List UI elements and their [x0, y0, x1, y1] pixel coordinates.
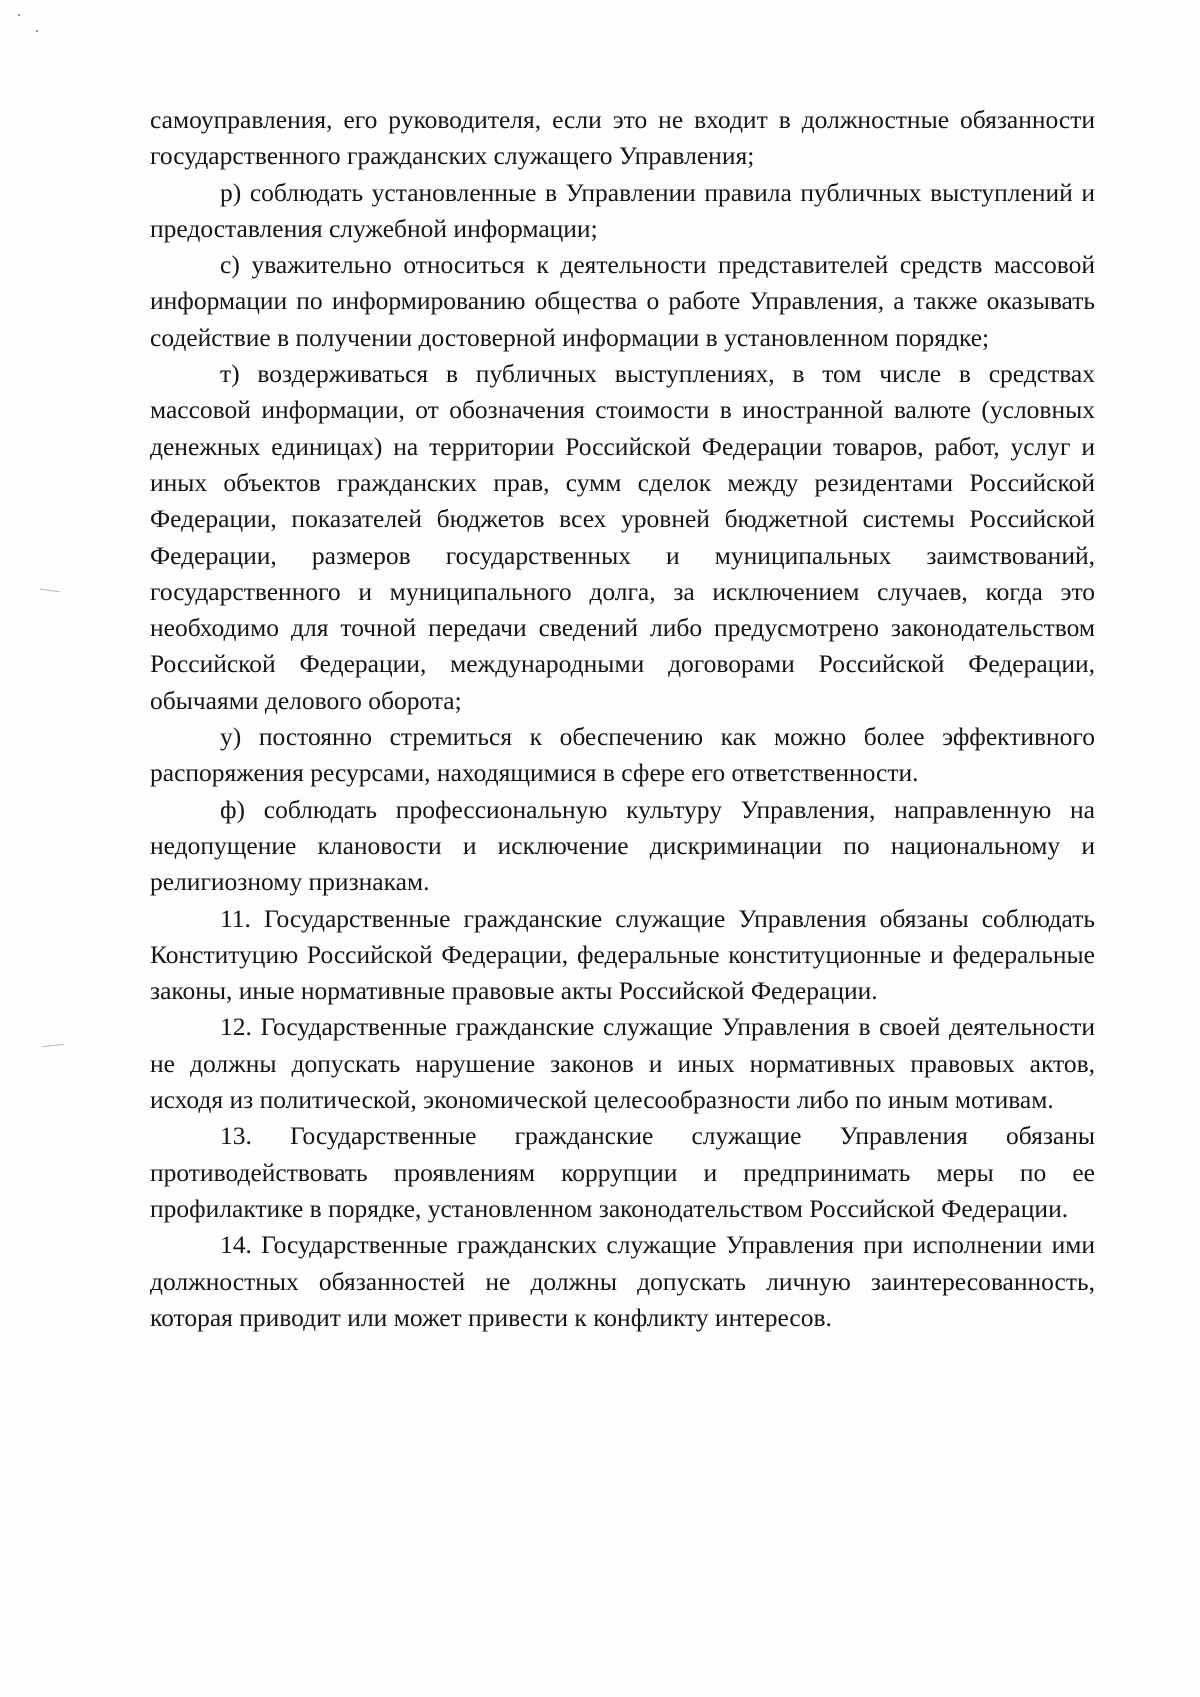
scan-artifact	[40, 589, 60, 593]
scan-artifact	[42, 1044, 64, 1047]
paragraph-item-u: у) постоянно стремиться к обеспечению как можно более эффективного распоряжения ресурсами, находящимися в сфере его ответственности.	[150, 722, 1095, 788]
paragraph-clause-13: 13. Государственные гражданские служащие Управления обязаны противодействовать проявлениям коррупции и предпринимать меры по ее профилактике в порядке, установленном законодательством Российской Федерации.	[150, 1121, 1095, 1223]
paragraph-item-r: р) соблюдать установленные в Управлении правила публичных выступлений и предоставления служебной информации;	[150, 177, 1095, 243]
paragraph-item-s: с) уважительно относиться к деятельности представителей средств массовой информации по информированию общества о работе Управления, а также оказывать содействие в получении достоверной информации в установленном порядке;	[150, 250, 1095, 352]
document-body	[150, 102, 1095, 1336]
paragraph-clause-11: 11. Государственные гражданские служащие Управления обязаны соблюдать Конституцию Российской Федерации, федеральные конституционные и федеральные законы, иные нормативные правовые акты Российской Федерации.	[150, 903, 1095, 1006]
paragraph-item-t: т) воздерживаться в публичных выступлениях, в том числе в средствах массовой информации, от обозначения стоимости в иностранной валюте (условных денежных единицах) на территории Российской Федерации товаров, работ, услуг и иных объектов гражданских прав, сумм сделок между резидентами Российской Федерации, показателей бюджетов всех уровней бюджетной системы Российской Федерации, размеров государственных и муниципальных заимствований, государственного и муниципального долга, за исключением случаев, когда это необходимо для точной передачи сведений либо предусмотрено законодательством Российской Федерации, международными договорами Российской Федерации, обычаями делового оборота;	[150, 359, 1095, 715]
paragraph-clause-14: 14. Государственные гражданских служащие Управления при исполнении ими должностных обязанностей не должны допускать личную заинтересованность, которая приводит или может привести к конфликту интересов.	[150, 1230, 1095, 1332]
scan-artifact	[18, 14, 20, 16]
paragraph-continuation: самоуправления, его руководителя, если это не входит в должностные обязанности государственного гражданских служащего Управления;	[150, 105, 1095, 171]
paragraph-item-f: ф) соблюдать профессиональную культуру Управления, направленную на недопущение клановости и исключение дискриминации по национальному и религиозному признакам.	[150, 794, 1095, 897]
paragraph-clause-12: 12. Государственные гражданские служащие Управления в своей деятельности не должны допускать нарушение законов и иных нормативных правовых актов, исходя из политической, экономической целесообразности либо по иным мотивам.	[150, 1012, 1095, 1115]
scan-artifact	[36, 30, 38, 32]
